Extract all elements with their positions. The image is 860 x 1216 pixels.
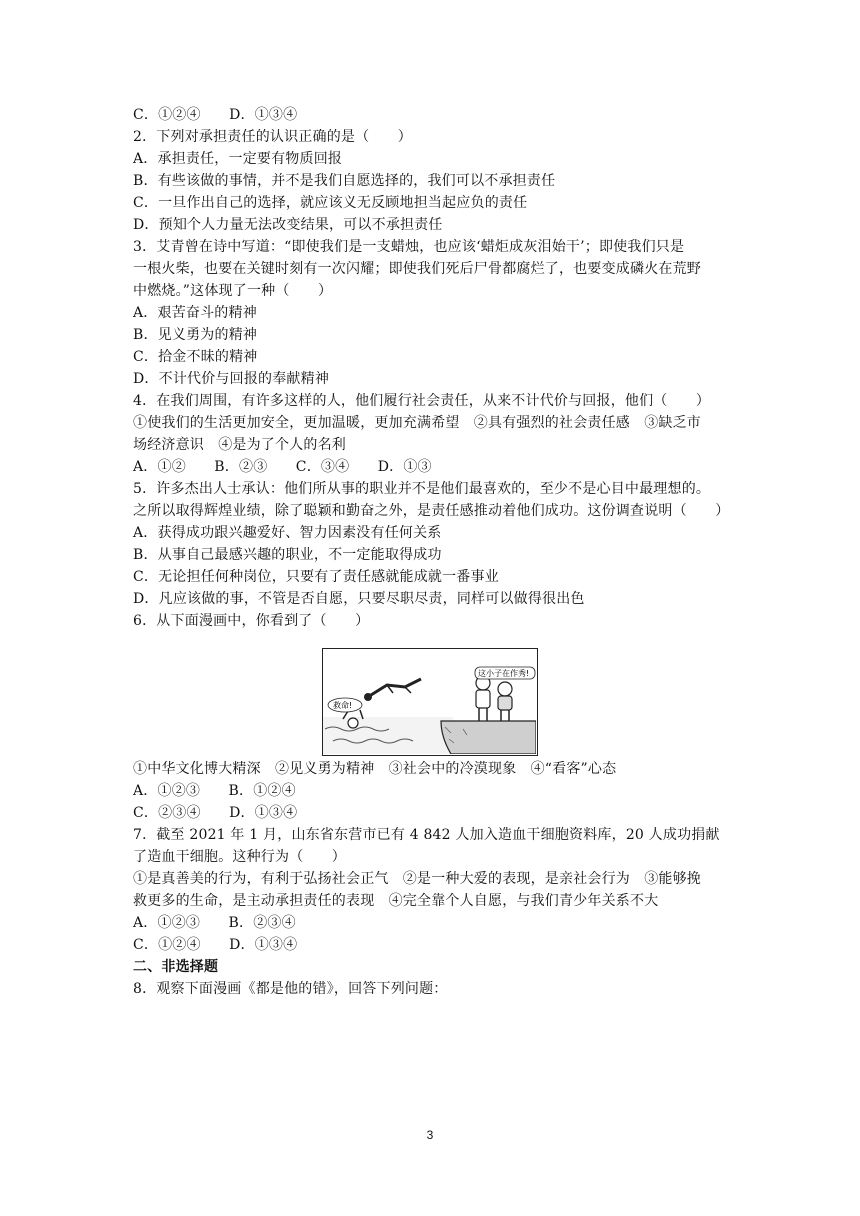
q6-options-ab: A．①②③ B．①②④ [133,783,296,799]
q7-options-cd: C．①②④ D．①③④ [133,937,298,953]
q4-options: A．①② B．②③ C．③④ D．①③ [133,459,432,475]
q2-stem: 2．下列对承担责任的认识正确的是（ ） [133,129,412,145]
cartoon-drawing [323,649,536,754]
section-heading-non-choice: 二、非选择题 [133,959,219,975]
spectator-right [498,682,512,721]
q5-option-d: D．凡应该做的事，不管是否自愿，只要尽职尽责，同样可以做得很出色 [133,591,585,607]
q3-stem-line1: 3．艾青曾在诗中写道：“即使我们是一支蜡烛，也应该‘蜡炬成灰泪始干’；即使我们只是 [133,239,685,255]
q5-stem-line2: 之所以取得辉煌业绩，除了聪颖和勤奋之外，是责任感推动着他们成功。这份调查说明（ ） [133,503,730,519]
page-number: 3 [426,1128,434,1142]
q3-option-d: D．不计代价与回报的奉献精神 [133,371,330,387]
speech-text-showoff: 这小子在作秀! [478,669,530,678]
q8-stem: 8．观察下面漫画《都是他的错》，回答下列问题： [133,981,448,997]
cartoon-figure [322,648,538,756]
q3-option-c: C．拾金不昧的精神 [133,349,258,365]
q6-stem: 6．从下面漫画中，你看到了（ ） [133,613,370,629]
q2-option-d: D．预知个人力量无法改变结果，可以不承担责任 [133,217,443,233]
q5-option-b: B．从事自己最感兴趣的职业，不一定能取得成功 [133,547,442,563]
q2-option-a: A．承担责任，一定要有物质回报 [133,151,343,167]
q5-stem-line1: 5．许多杰出人士承认：他们所从事的职业并不是他们最喜欢的，至少不是心目中最理想的。 [133,481,711,497]
q3-stem-line3: 中燃烧。”这体现了一种（ ） [133,283,333,299]
q4-statements-line2: 场经济意识 ④是为了个人的名利 [133,437,346,453]
q4-stem: 4．在我们周围，有许多这样的人，他们履行社会责任，从来不计代价与回报，他们（ ） [133,393,711,409]
q2-option-b: B．有些该做的事情，并不是我们自愿选择的，我们可以不承担责任 [133,173,556,189]
diving-person [364,679,421,701]
spectator-left [476,676,490,721]
q3-stem-line2: 一根火柴，也要在关键时刻有一次闪耀；即使我们死后尸骨都腐烂了，也要变成磷火在荒野 [133,261,701,277]
q5-option-c: C．无论担任何种岗位，只要有了责任感就能成就一番事业 [133,569,499,585]
q7-statements-line2: 救更多的生命，是主动承担责任的表现 ④完全靠个人自愿，与我们青少年关系不大 [133,893,659,909]
q4-statements-line1: ①使我们的生活更加安全，更加温暖，更加充满希望 ②具有强烈的社会责任感 ③缺乏市 [133,415,701,431]
q3-option-a: A．艰苦奋斗的精神 [133,305,257,321]
q3-option-b: B．见义勇为的精神 [133,327,258,343]
speech-text-help: 救命! [333,701,353,710]
q7-stem-line2: 了造血干细胞。这种行为（ ） [133,849,346,865]
q7-stem-line1: 7．截至 2021 年 1 月，山东省东营市已有 4 842 人加入造血干细胞资料库，20 人成功捐献 [133,827,720,843]
q6-options-cd: C．②③④ D．①③④ [133,805,298,821]
cliff [441,721,536,754]
q1-options-cd: C．①②④ D．①③④ [133,107,298,123]
q2-option-c: C．一旦作出自己的选择，就应该义无反顾地担当起应负的责任 [133,195,528,211]
q7-statements-line1: ①是真善美的行为，有利于弘扬社会正气 ②是一种大爱的表现，是亲社会行为 ③能够挽 [133,871,701,887]
q7-options-ab: A．①②③ B．②③④ [133,915,296,931]
q6-statements: ①中华文化博大精深 ②见义勇为精神 ③社会中的冷漠现象 ④“看客”心态 [133,761,617,777]
q5-option-a: A．获得成功跟兴趣爱好、智力因素没有任何关系 [133,525,442,541]
water [323,717,453,754]
